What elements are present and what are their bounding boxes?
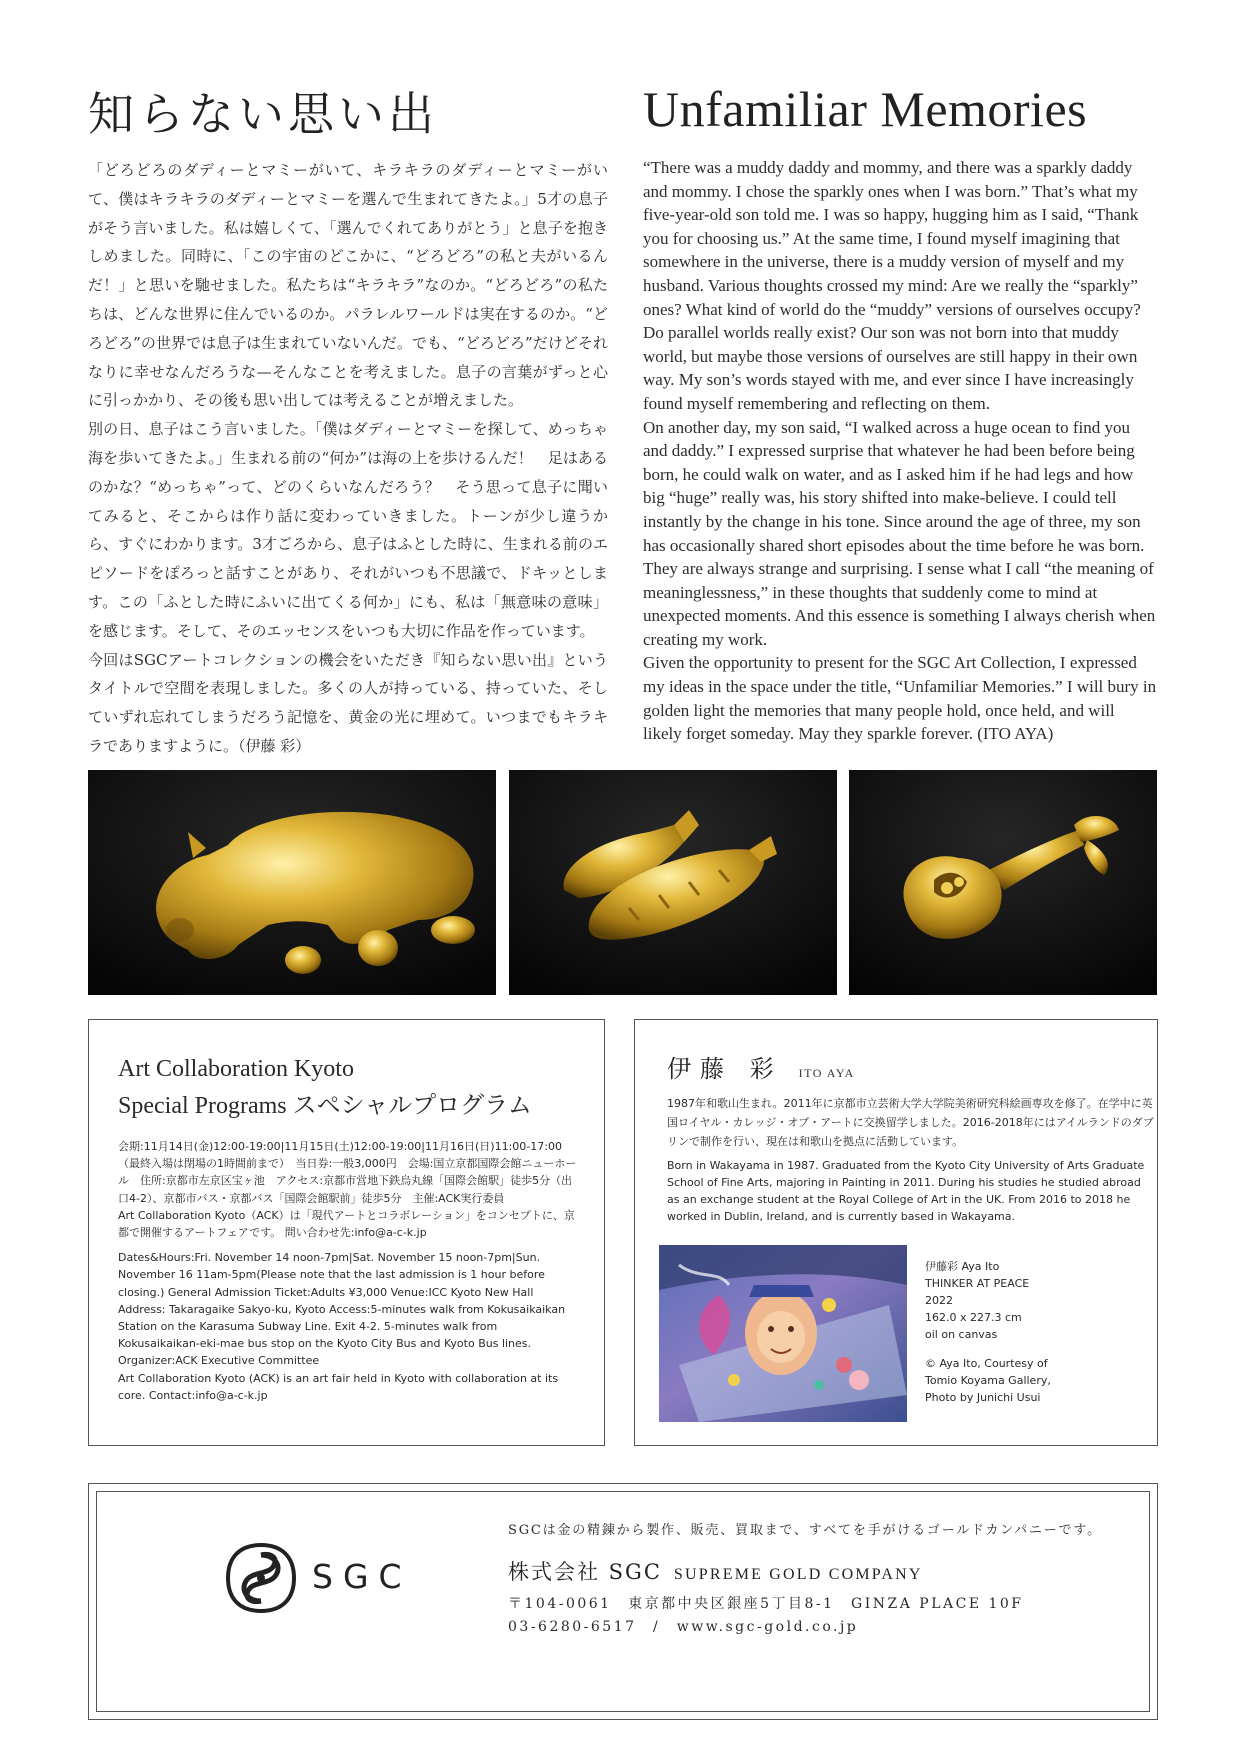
footer-company-jp: 株式会社 SGC [508,1560,662,1584]
artist-name-en: ITO AYA [798,1066,855,1080]
sgc-logo-icon [224,1541,298,1620]
ack-title [118,1051,532,1125]
essay-en-paragraph-3: Given the opportunity to present for the SGC Art Collection, I expressed my ideas in the space under the title, “Unfamiliar Memories.” I will bury in golden light the memories that many people hold, once held, and will likely forget someday. May they sparkle forever. (ITO AYA) [643,653,1157,744]
essay-en-paragraph-1: “There was a muddy daddy and mommy, and there was a sparkly daddy and mommy. I chose the sparkly ones when I was born.” That’s what my five-year-old son told me. I was so happy, hugging him as I said, “Thank you for choosing us.” At the same time, I found myself imagining that somewhere in the universe, there is a muddy version of myself and my husband. Various thoughts crossed my mind: Are we really the “sparkly” ones? What kind of world do the “muddy” versions of ourselves occupy? Do parallel worlds really exist? Our son was not born into that muddy world, but maybe those versions of ourselves are still happy in their own way. My son’s words stayed with me, and ever since I have increasingly found myself remembering and reflecting on them. [643,158,1141,413]
artist-name-jp: 伊藤 彩 [667,1055,783,1083]
page-title-jp: 知らない思い出 [88,87,438,141]
essay-jp-paragraph-2: 別の日、息子はこう言いました。「僕はダディーとマミーを探して、めっちゃ海を歩いてきたよ。」生まれる前の“何か”は海の上を歩けるんだ！ 足はあるのかな？“めっちゃ”って、どのくらいなんだろう？ そう思って息子に聞いてみると、そこからは作り話に変わっていきました。トーンが少し違うから、すぐにわかります。3才ごろから、息子はふとした時に、生まれる前のエピソードをぽろっと話すことがあり、それがいつも不思議で、ドキッとします。この「ふとした時にふいに出てくる何か」にも、私は「無意味の意味」を感じます。そして、そのエッセンスをいつも大切に作品を作っています。 [88,420,608,640]
artwork-size: 162.0 x 227.3 cm [925,1311,1022,1324]
artwork-credit-3: Photo by Junichi Usui [925,1391,1041,1404]
artwork-image [659,1245,907,1422]
sculpture-photo-flower [849,770,1157,995]
ack-about-en: Art Collaboration Kyoto (ACK) is an art fair held in Kyoto with collaboration at its core. Contact:info@a-c-k.jp [118,1371,559,1402]
sculpture-photo-carrots [509,770,837,995]
essay-jp [88,156,608,761]
footer-company-en: SUPREME GOLD COMPANY [673,1566,923,1583]
footer-tagline: SGCは金の精錬から製作、販売、買取まで、すべてを手がけるゴールドカンパニーです。 [508,1523,1102,1538]
artwork-title: THINKER AT PEACE [925,1277,1030,1290]
essay-en-paragraph-2: On another day, my son said, “I walked across a huge ocean to find you and daddy.” I expressed surprise that whatever he had been before being born, he could walk on water, and as I asked him if he had legs and how big “huge” really was, his story shifted into make-believe. I could tell instantly by the change in his tone. Since around the age of three, my son has occasionally shared short episodes about the time before he was born. They are always strange and surprising. I sense what I call “the meaning of meaninglessness,” in these thoughts that suddenly come to mind at unexpected moments. And this essence is something I always cherish when creating my work. [643,417,1156,649]
artist-bio-en-text: Born in Wakayama in 1987. Graduated from the Kyoto City University of Arts Graduate School of Fine Arts, majoring in Painting in 2011. During his studies he studied abroad as an exchange student at the Royal College of Art in the UK. From 2016 to 2018 he worked in Dublin, Ireland, and is currently based in Wakayama. [667,1159,1145,1223]
ack-info-en: Dates&Hours:Fri. November 14 noon-7pm|Sat. November 15 noon-7pm|Sun. November 16 11am-5pm(Please note that the last admission is 1 hour before closing.) General Admission Ticket:Adults ¥3,000 Venue:ICC Kyoto New Hall Address: Takaragaike Sakyo-ku, Kyoto Access:5-minutes walk from Kokusaikaikan Station on the Karasuma Subway Line. Exit 4-2. 5-minutes walk from Kokusaikaikan-eki-mae bus stop on the Kyoto City Bus and Kyoto Bus lines. Organizer:ACK Executive Committee [118,1251,566,1368]
artist-bio-jp-text: 1987年和歌山生まれ。2011年に京都市立芸術大学大学院美術研究科絵画専攻を修了。在学中に英国ロイヤル・カレッジ・オブ・アートに交換留学しました。2016-2018年にはアイルランドのダブリンで制作を行い、現在は和歌山を拠点に活動しています。 [667,1097,1154,1148]
ack-title-line-1: Art Collaboration Kyoto [118,1056,354,1082]
footer-contact: 03-6280-6517 / www.sgc-gold.co.jp [508,1619,859,1635]
ack-title-line-2: Special Programs スペシャルプログラム [118,1093,532,1119]
sculpture-photo-horse [88,770,496,995]
artwork-credit-1: © Aya Ito, Courtesy of [925,1357,1048,1370]
artwork-artist: 伊藤彩 Aya Ito [925,1260,1000,1273]
artwork-year: 2022 [925,1294,953,1307]
sgc-logo-text: SGC [312,1557,412,1596]
artist-bio-jp [667,1094,1155,1151]
ack-about-jp: Art Collaboration Kyoto（ACK）は「現代アートとコラボレーション」をコンセプトに、京都で開催するアートフェアです。 問い合わせ先:info@a-c-k.jp [118,1208,575,1240]
artwork-medium: oil on canvas [925,1328,998,1341]
artist-bio-en [667,1157,1155,1225]
essay-jp-paragraph-1: 「どろどろのダディーとマミーがいて、キラキラのダディーとマミーがいて、僕はキラキラのダディーとマミーを選んで生まれてきたよ。」5才の息子がそう言いました。私は嬉しくて、「選んでくれてありがとう」と息子を抱きしめました。同時に、「この宇宙のどこかに、“どろどろ”の私と夫がいるんだ！」と思いを馳せました。私たちは“キラキラ”なのか。“どろどろ”の私たちは、どんな世界に住んでいるのか。パラレルワールドは実在するのか。“どろどろ”の世界では息子は生まれていないんだ。でも、“どろどろ”だけどそれなりに幸せなんだろうな—そんなことを考えました。息子の言葉がずっと心に引っかかり、その後も思い出しては考えることが増えました。 [88,161,608,410]
page-title-en: Unfamiliar Memories [643,81,1088,137]
ack-details [118,1138,580,1404]
essay-en [643,156,1157,746]
artwork-caption [925,1258,1135,1406]
ack-info-jp: 会期:11月14日(金)12:00-19:00|11月15日(土)12:00-19:00|11月16日(日)11:00-17:00（最終入場は閉場の1時間前まで） 当日券:一般3,000円 会場:国立京都国際会館ニューホール 住所:京都市左京区宝ヶ池 アクセス:京都市営地下鉄烏丸線「国際会館駅」徒歩5分（出口4-2）、京都市バス・京都バス「国際会館駅前」徒歩5分 主催:ACK実行委員 [118,1140,577,1205]
footer-company [508,1556,923,1586]
artist-heading [667,1049,855,1084]
essay-jp-paragraph-3: 今回はSGCアートコレクションの機会をいただき『知らない思い出』というタイトルで空間を表現しました。多くの人が持っている、持っていた、そしていずれ忘れてしまうだろう記憶を、黄金の光に埋めて。いつまでもキラキラでありますように。（伊藤 彩） [88,650,608,755]
artwork-credit-2: Tomio Koyama Gallery, [925,1374,1051,1387]
footer-address: 〒104-0061 東京都中央区銀座5丁目8-1 GINZA PLACE 10F [508,1596,1024,1612]
